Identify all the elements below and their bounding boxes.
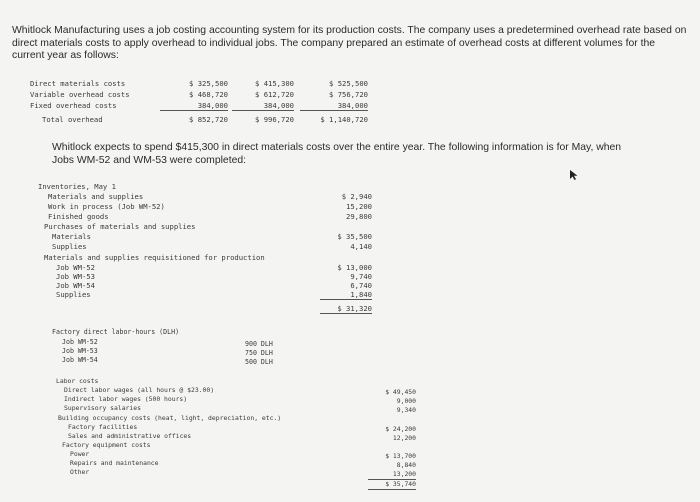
finished-goods-label: Finished goods (48, 212, 109, 221)
factory-facilities-value: $ 24,200 (385, 425, 416, 433)
purchased-supplies-value: 4,140 (350, 242, 372, 251)
power-value: $ 13,700 (385, 452, 416, 460)
repairs-label: Repairs and maintenance (70, 459, 159, 467)
supervisory-label: Supervisory salaries (64, 404, 141, 412)
labor-costs-title: Labor costs (56, 377, 99, 385)
supervisory-value: 9,340 (396, 406, 416, 414)
to-cost-low: $ 852,720 (189, 115, 228, 124)
vo-cost-low: $ 468,720 (189, 90, 228, 99)
purchased-materials-value: $ 35,500 (337, 232, 372, 241)
intro-paragraph: Whitlock Manufacturing uses a job costing accounting system for its production costs. The company uses a predetermined overhead rate based on direct materials costs to apply overhead to individual jobs. The company prepared an estimate of overhead costs at different volumes for the current year as follows: (12, 25, 687, 62)
pointer-cursor-icon (569, 169, 579, 181)
req-wm54-label: Job WM-54 (56, 281, 95, 290)
row-label-total-overhead: Total overhead (42, 115, 103, 124)
fo-cost-low: 384,000 (160, 101, 228, 111)
wip-label: Work in process (Job WM-52) (48, 202, 165, 211)
vo-cost-high: $ 756,720 (329, 90, 368, 99)
dlh-wm52-label: Job WM-52 (62, 338, 98, 346)
dlh-wm54-value: 500 DLH (245, 358, 273, 366)
to-cost-mid: $ 996,720 (255, 115, 294, 124)
req-wm52-label: Job WM-52 (56, 263, 95, 272)
vo-cost-mid: $ 612,720 (255, 90, 294, 99)
expect-paragraph: Whitlock expects to spend $415,300 in direct materials costs over the entire year. The following information is for May, when Jobs WM-52 and WM-53 were completed: (52, 142, 622, 166)
repairs-value: 8,840 (396, 461, 416, 469)
req-total-value: $ 31,320 (320, 304, 372, 314)
sales-admin-value: 12,200 (392, 434, 416, 442)
power-label: Power (70, 450, 90, 458)
equipment-total-value: $ 35,740 (368, 480, 416, 490)
dlh-wm53-label: Job WM-53 (62, 347, 98, 355)
row-label-direct-materials: Direct materials costs (30, 79, 126, 88)
requisition-label: Materials and supplies requisitioned for production (44, 253, 265, 262)
row-label-variable-overhead: Variable overhead costs (30, 90, 130, 99)
dlh-wm54-label: Job WM-54 (62, 356, 98, 364)
materials-supplies-label: Materials and supplies (48, 192, 144, 201)
req-wm53-value: 9,740 (350, 272, 372, 281)
inventories-label: Inventories, May 1 (38, 182, 116, 191)
req-supplies-label: Supplies (56, 290, 91, 299)
other-label: Other (70, 468, 90, 476)
finished-goods-value: 29,800 (346, 212, 372, 221)
dlh-wm52-value: 900 DLH (245, 340, 273, 348)
equipment-label: Factory equipment costs (62, 441, 151, 449)
dm-cost-low: $ 325,500 (189, 79, 228, 88)
purchased-supplies-label: Supplies (52, 242, 87, 251)
req-wm52-value: $ 13,000 (337, 263, 372, 272)
sales-admin-label: Sales and administrative offices (68, 432, 192, 440)
purchases-label: Purchases of materials and supplies (44, 222, 196, 231)
labor-hours-title: Factory direct labor-hours (DLH) (52, 328, 180, 336)
indirect-labor-value: 9,000 (396, 397, 416, 405)
row-label-fixed-overhead: Fixed overhead costs (30, 101, 117, 110)
direct-labor-label: Direct labor wages (all hours @ $23.00) (64, 386, 215, 394)
direct-labor-value: $ 49,450 (385, 388, 416, 396)
req-wm53-label: Job WM-53 (56, 272, 95, 281)
factory-facilities-label: Factory facilities (68, 423, 138, 431)
dm-cost-mid: $ 415,300 (255, 79, 294, 88)
purchased-materials-label: Materials (52, 232, 91, 241)
req-supplies-value: 1,840 (320, 290, 372, 300)
materials-supplies-value: $ 2,940 (341, 192, 372, 201)
other-value: 13,200 (368, 470, 416, 480)
req-wm54-value: 6,740 (350, 281, 372, 290)
wip-value: 15,200 (346, 202, 372, 211)
occupancy-label: Building occupancy costs (heat, light, depreciation, etc.) (58, 414, 282, 422)
fo-cost-mid: 384,000 (232, 101, 294, 111)
dm-cost-high: $ 525,500 (329, 79, 368, 88)
dlh-wm53-value: 750 DLH (245, 349, 273, 357)
to-cost-high: $ 1,140,720 (320, 115, 368, 124)
fo-cost-high: 384,000 (300, 101, 368, 111)
indirect-labor-label: Indirect labor wages (500 hours) (64, 395, 188, 403)
